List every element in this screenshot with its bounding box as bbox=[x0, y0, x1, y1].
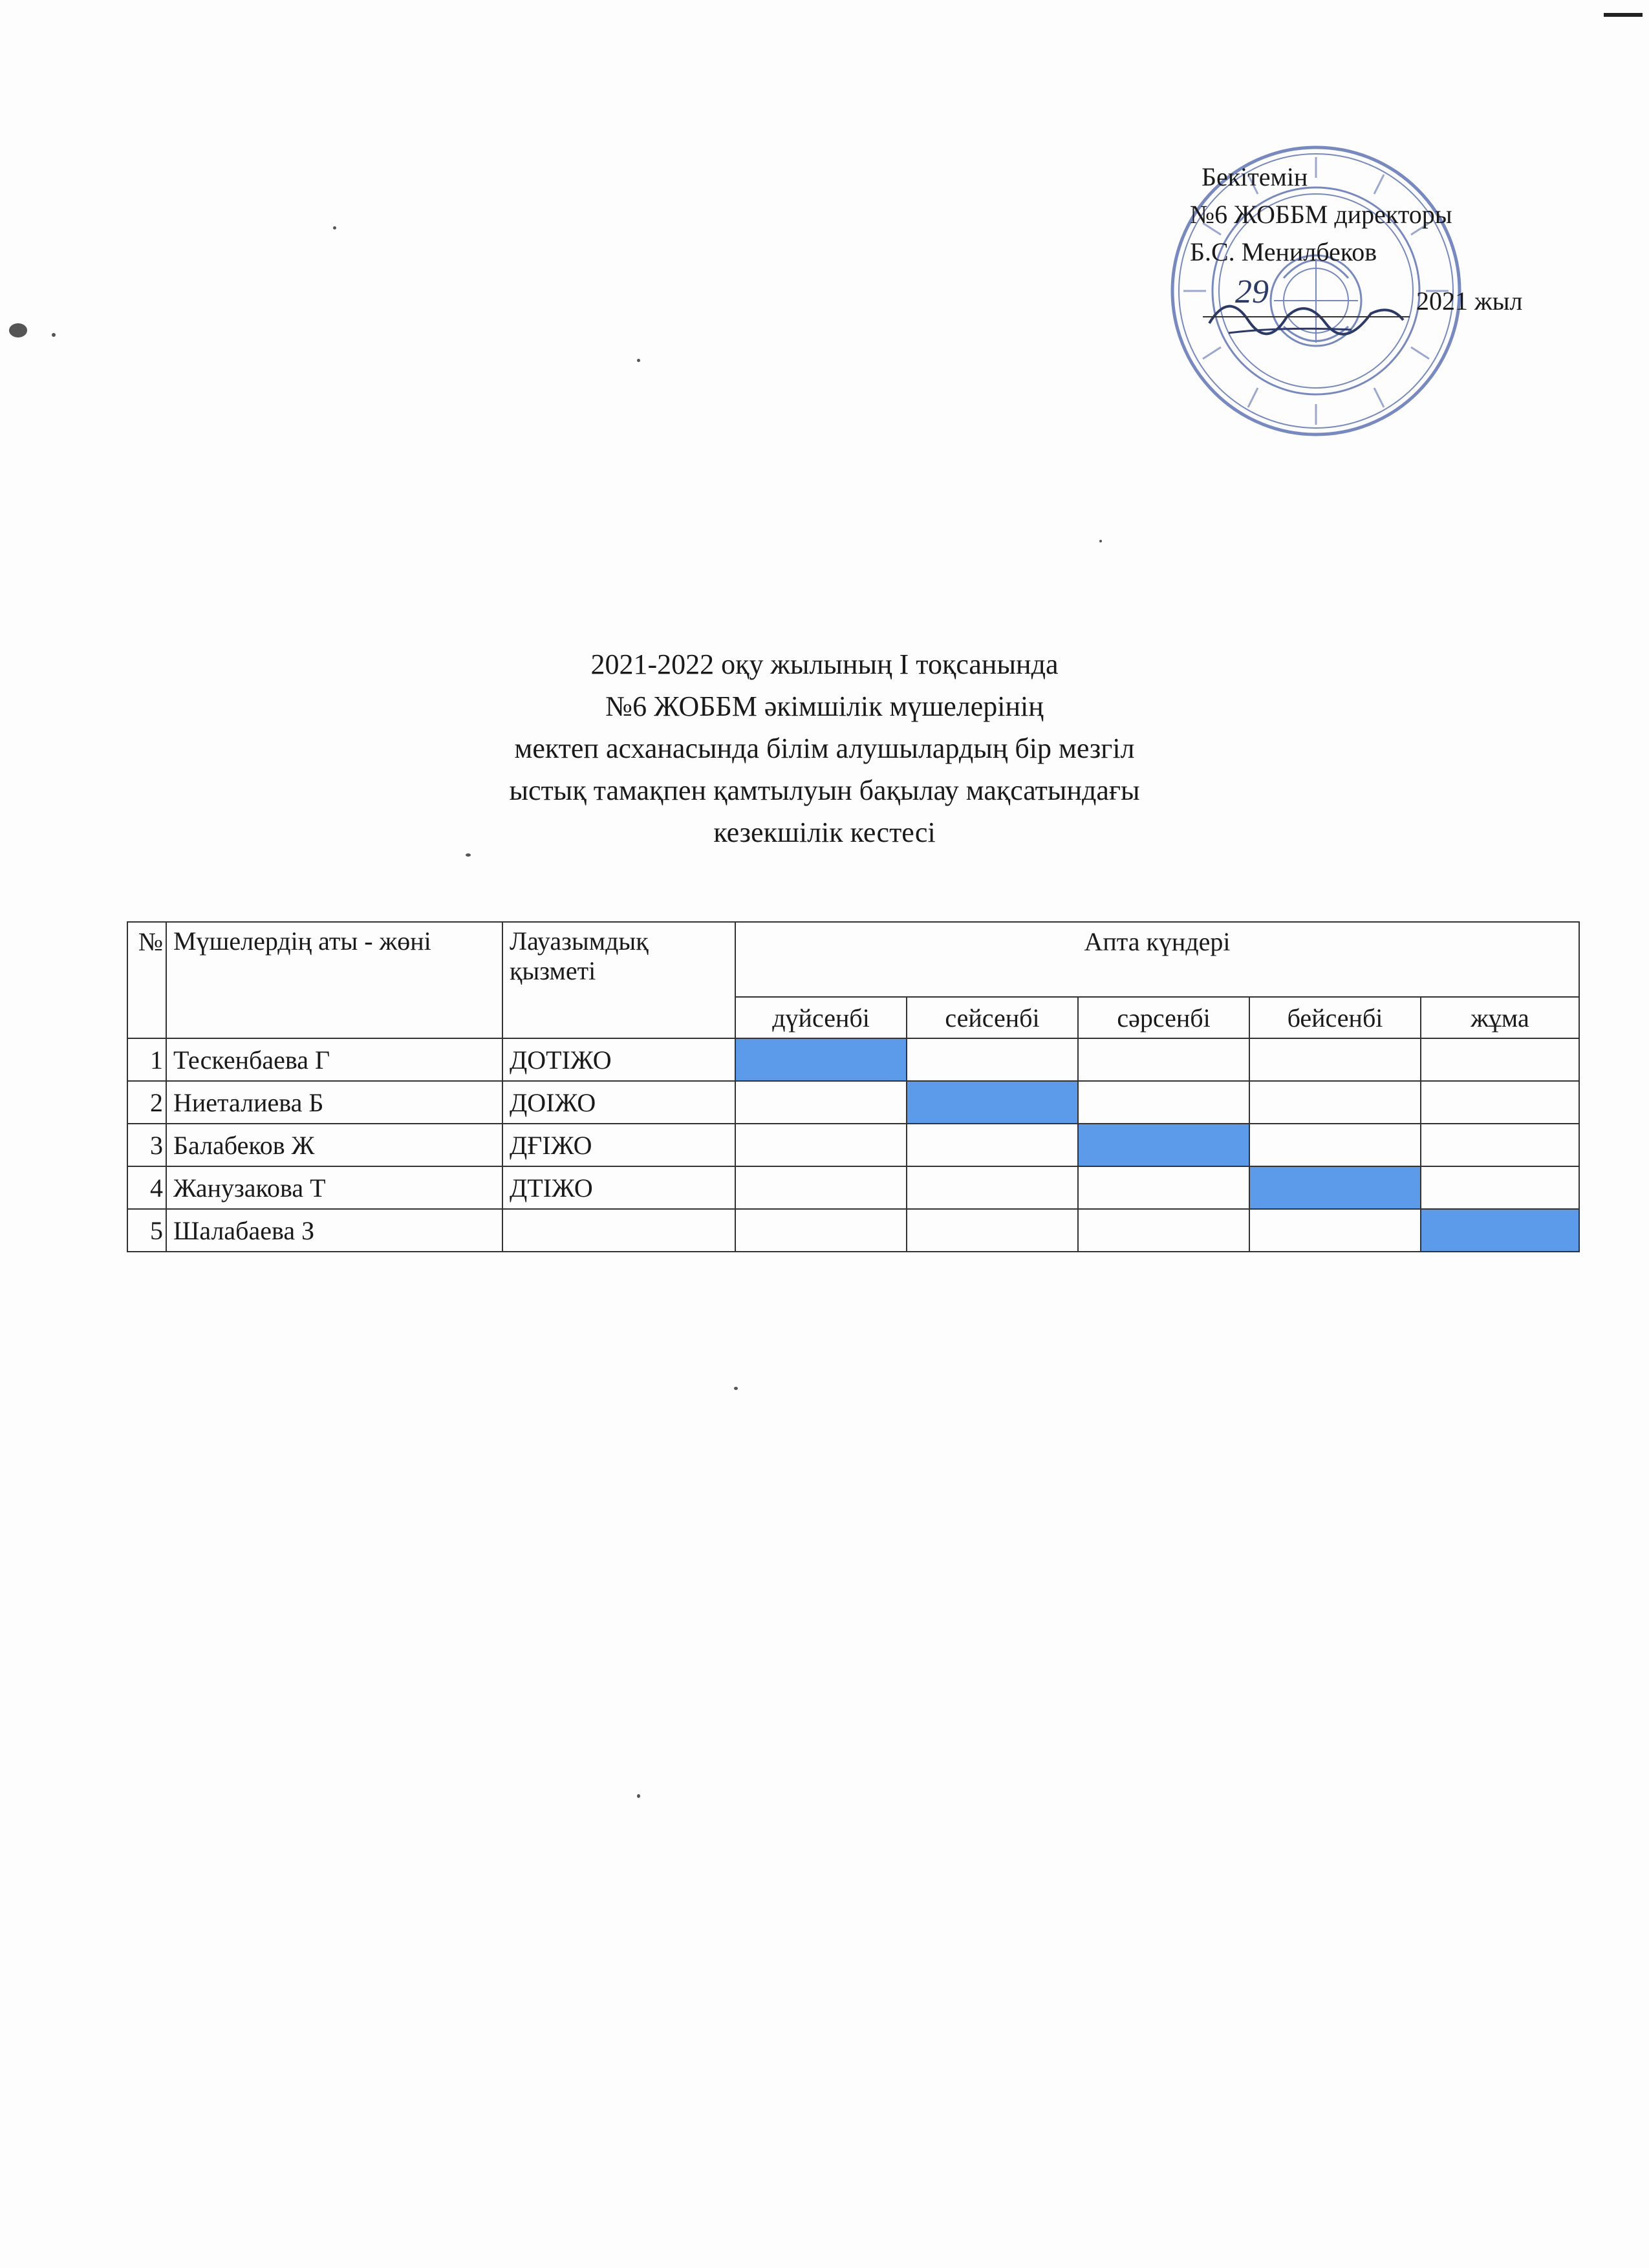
scan-edge-mark bbox=[1604, 13, 1643, 17]
table-row bbox=[127, 1209, 1579, 1252]
table-row bbox=[127, 1124, 1579, 1166]
cell-position: ДОІЖО bbox=[502, 1081, 735, 1124]
duty-schedule-table bbox=[127, 921, 1580, 1252]
cell-day-0 bbox=[735, 1209, 907, 1252]
cell-member-name: Шалабаева З bbox=[166, 1209, 502, 1252]
cell-member-name: Балабеков Ж bbox=[166, 1124, 502, 1166]
cell-day-2 bbox=[1078, 1038, 1249, 1081]
cell-duty-marked bbox=[1078, 1124, 1249, 1166]
cell-duty-marked bbox=[735, 1038, 907, 1081]
cell-day-1 bbox=[907, 1166, 1078, 1209]
header-weekdays: Апта күндері bbox=[735, 922, 1579, 997]
cell-member-name: Жанузакова Т bbox=[166, 1166, 502, 1209]
scan-speck bbox=[52, 333, 56, 337]
cell-day-4 bbox=[1421, 1081, 1579, 1124]
approval-date-rule bbox=[1203, 316, 1410, 317]
scan-speck bbox=[734, 1387, 738, 1390]
cell-day-1 bbox=[907, 1209, 1078, 1252]
scan-speck bbox=[9, 323, 27, 337]
table-row bbox=[127, 1081, 1579, 1124]
cell-day-2 bbox=[1078, 1209, 1249, 1252]
cell-day-1 bbox=[907, 1038, 1078, 1081]
cell-number: 2 bbox=[127, 1081, 166, 1124]
header-day-monday: дүйсенбі bbox=[735, 997, 907, 1038]
scan-speck bbox=[466, 853, 471, 857]
title-line-2: №6 ЖОББМ әкімшілік мүшелерінің bbox=[605, 690, 1044, 722]
cell-member-name: Тескенбаева Г bbox=[166, 1038, 502, 1081]
cell-day-4 bbox=[1421, 1124, 1579, 1166]
cell-position bbox=[502, 1209, 735, 1252]
cell-day-4 bbox=[1421, 1038, 1579, 1081]
approval-date-day: 29 bbox=[1235, 273, 1269, 310]
cell-number: 1 bbox=[127, 1038, 166, 1081]
approval-heading: Бекітемін bbox=[1202, 162, 1308, 191]
approval-director-name: Б.С. Менилбеков bbox=[1190, 237, 1377, 266]
cell-member-name: Ниеталиева Б bbox=[166, 1081, 502, 1124]
table-header-row bbox=[127, 922, 1579, 997]
title-line-5: кезекшілік кестесі bbox=[713, 817, 936, 848]
scan-speck bbox=[637, 359, 640, 362]
cell-day-3 bbox=[1249, 1081, 1421, 1124]
scan-speck bbox=[1099, 540, 1102, 542]
cell-day-1 bbox=[907, 1124, 1078, 1166]
header-day-tuesday: сейсенбі bbox=[907, 997, 1078, 1038]
title-line-1: 2021-2022 оқу жылының І тоқсанында bbox=[590, 648, 1059, 680]
cell-day-0 bbox=[735, 1166, 907, 1209]
header-day-friday: жұма bbox=[1421, 997, 1579, 1038]
cell-number: 5 bbox=[127, 1209, 166, 1252]
header-day-thursday: бейсенбі bbox=[1249, 997, 1421, 1038]
header-member-name: Мүшелердің аты - жөні bbox=[166, 922, 502, 1038]
document-title bbox=[0, 643, 1649, 853]
title-line-3: мектеп асханасында білім алушылардың бір мезгіл bbox=[514, 733, 1135, 764]
cell-day-3 bbox=[1249, 1038, 1421, 1081]
approval-block bbox=[1190, 158, 1578, 320]
table-body bbox=[127, 1038, 1579, 1252]
approval-date-year: 2021 жыл bbox=[1416, 286, 1523, 316]
cell-day-3 bbox=[1249, 1124, 1421, 1166]
table-row bbox=[127, 1166, 1579, 1209]
title-line-4: ыстық тамақпен қамтылуын бақылау мақсатындағы bbox=[509, 775, 1140, 806]
cell-duty-marked bbox=[1249, 1166, 1421, 1209]
cell-day-0 bbox=[735, 1124, 907, 1166]
cell-day-4 bbox=[1421, 1166, 1579, 1209]
cell-position: ДОТІЖО bbox=[502, 1038, 735, 1081]
header-day-wednesday: сәрсенбі bbox=[1078, 997, 1249, 1038]
cell-day-0 bbox=[735, 1081, 907, 1124]
approval-director-title: №6 ЖОББМ директоры bbox=[1190, 200, 1452, 229]
approval-date bbox=[1190, 273, 1578, 320]
cell-duty-marked bbox=[907, 1081, 1078, 1124]
cell-position: ДҒІЖО bbox=[502, 1124, 735, 1166]
scan-speck bbox=[333, 226, 336, 230]
cell-day-3 bbox=[1249, 1209, 1421, 1252]
table-row bbox=[127, 1038, 1579, 1081]
header-number: № bbox=[127, 922, 166, 1038]
cell-day-2 bbox=[1078, 1166, 1249, 1209]
scan-speck bbox=[637, 1794, 640, 1798]
cell-day-2 bbox=[1078, 1081, 1249, 1124]
cell-duty-marked bbox=[1421, 1209, 1579, 1252]
cell-number: 3 bbox=[127, 1124, 166, 1166]
cell-position: ДТІЖО bbox=[502, 1166, 735, 1209]
cell-number: 4 bbox=[127, 1166, 166, 1209]
header-position: Лауазымдық қызметі bbox=[502, 922, 735, 1038]
